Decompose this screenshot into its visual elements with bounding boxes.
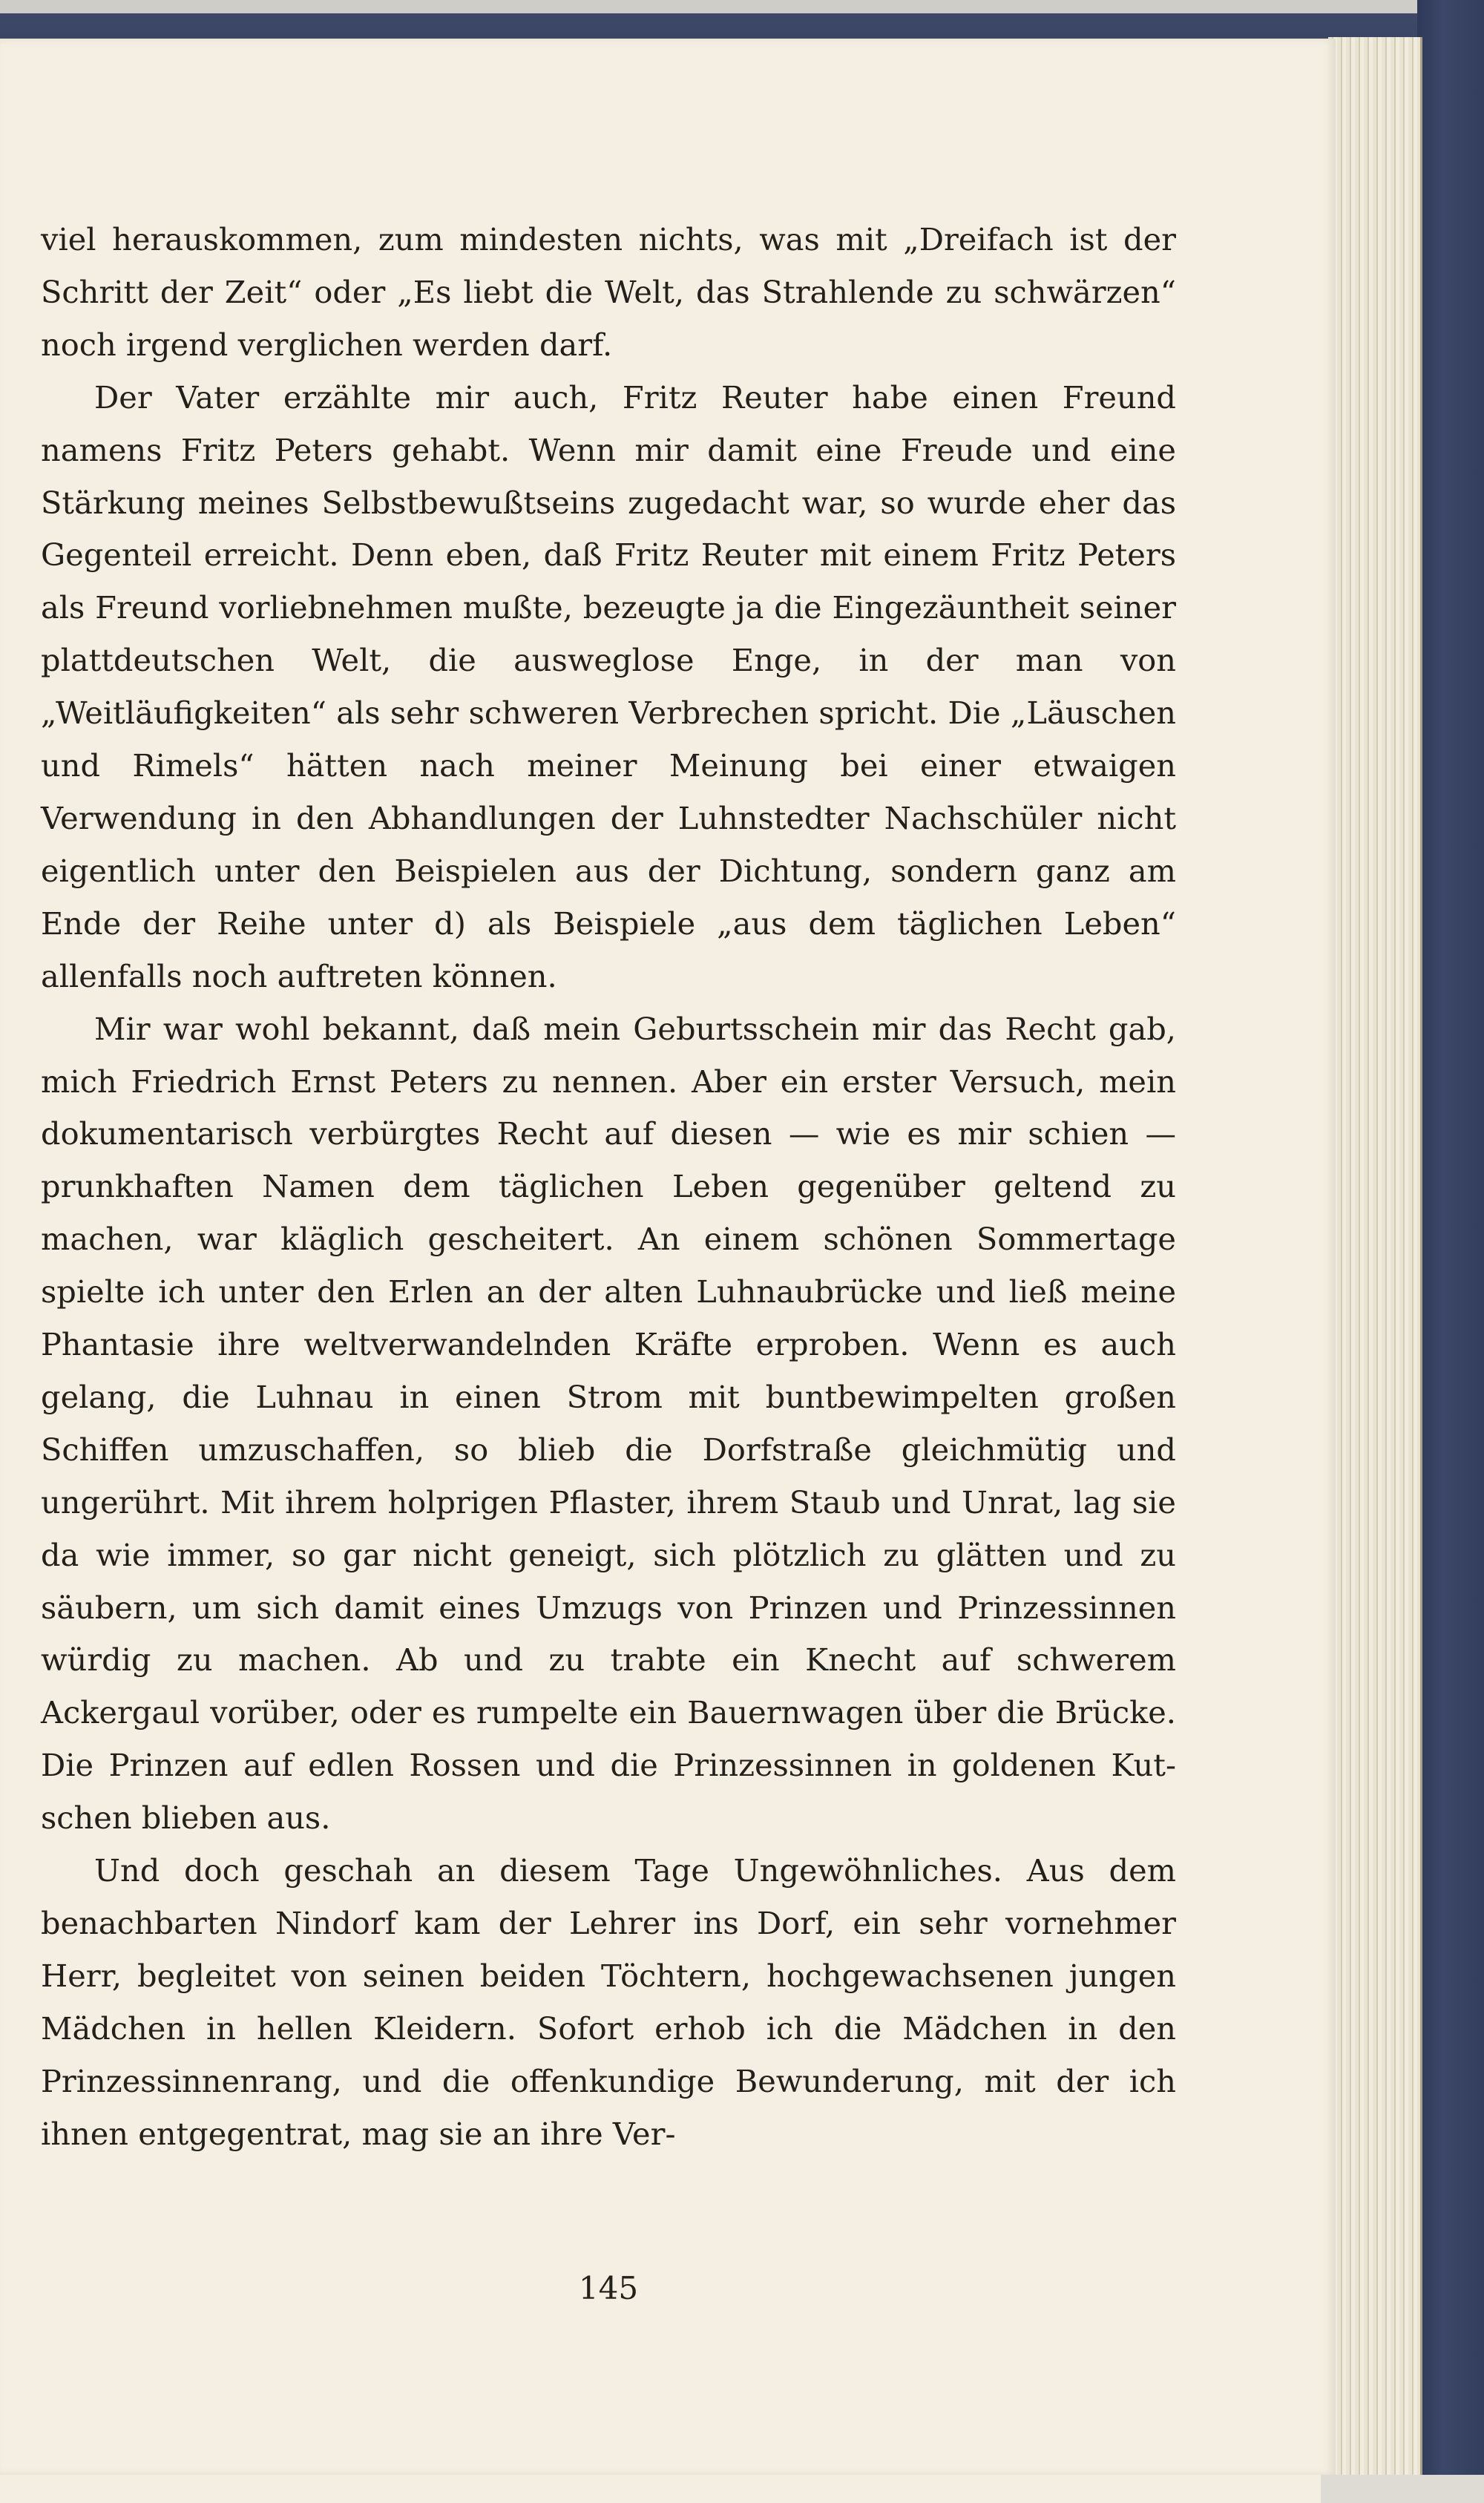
book-cover-top-edge bbox=[0, 0, 1484, 45]
paragraph-3: Mir war wohl bekannt, daß mein Geburtsschein mir das Recht gab, mich Friedrich Ernst Peters zu nennen. Aber ein erster Versuch, mein dokumentarisch verbürgtes Recht auf diesen — wie es mir schien — prunkhaften Namen dem täglichen Leben gegenüber geltend zu machen, war kläglich gescheitert. An einem schönen Sommertage spielte ich unter den Erlen an der alten Luhnaubrücke und ließ meine Phantasie ihre weltverwandelnden Kräfte erproben. Wenn es auch gelang, die Luhnau in einen Strom mit buntbewimpelten großen Schiffen umzuschaffen, so blieb die Dorfstraße gleichmütig und ungerührt. Mit ihrem holprigen Pflaster, ihrem Staub und Unrat, lag sie da wie immer, so gar nicht geneigt, sich plötzlich zu glätten und zu säubern, um sich damit eines Umzugs von Prinzen und Prinzessinnen würdig zu machen. Ab und zu trabte ein Knecht auf schwerem Ackergaul vorüber, oder es rumpelte ein Bauernwagen über die Brücke. Die Prinzen auf edlen Rossen und die Prinzessinnen in goldenen Kutschen blieben aus. bbox=[41, 1010, 1176, 1837]
book-page bbox=[0, 39, 1336, 2475]
page-body-text bbox=[41, 214, 1176, 2161]
scanner-background bbox=[1321, 2475, 1484, 2503]
page-stack-edges bbox=[1328, 37, 1422, 2475]
paragraph-4: Und doch geschah an diesem Tage Ungewöhnliches. Aus dem benachbarten Nindorf kam der Lehrer ins Dorf, ein sehr vornehmer Herr, begleitet von seinen beiden Töchtern, hochgewachsenen jungen Mädchen in hellen Kleidern. Sofort erhob ich die Mädchen in den Prinzessinnenrang, und die offenkundige Bewunderung, mit der ich ihnen entgegentrat, mag sie an ihre Ver- bbox=[41, 1852, 1176, 2152]
paragraph-1: viel herauskommen, zum mindesten nichts, was mit „Dreifach ist der Schritt der Zeit“ oder „Es liebt die Welt, das Strahlende zu schwärzen“ noch irgend verglichen werden darf. bbox=[41, 221, 1176, 363]
page-number: 145 bbox=[578, 2270, 639, 2306]
paragraph-2: Der Vater erzählte mir auch, Fritz Reuter habe einen Freund namens Fritz Peters gehabt. Wenn mir damit eine Freude und eine Stärkung meines Selbstbewußtseins zugedacht war, so wurde eher das Gegenteil erreicht. Denn eben, daß Fritz Reuter mit einem Fritz Peters als Freund vorliebnehmen mußte, bezeugte ja die Eingezäuntheit seiner plattdeutschen Welt, die ausweglose Enge, in der man von „Weitläufigkeiten“ als sehr schweren Verbrechen spricht. Die „Läuschen und Rimels“ hätten nach meiner Meinung bei einer etwaigen Verwendung in den Abhandlungen der Luhnstedter Nachschüler nicht eigentlich unter den Beispielen aus der Dichtung, sondern ganz am Ende der Reihe unter d) als Beispiele „aus dem täglichen Leben“ allenfalls noch auftreten können. bbox=[41, 378, 1176, 994]
book-cover-right-edge bbox=[1417, 0, 1484, 2503]
